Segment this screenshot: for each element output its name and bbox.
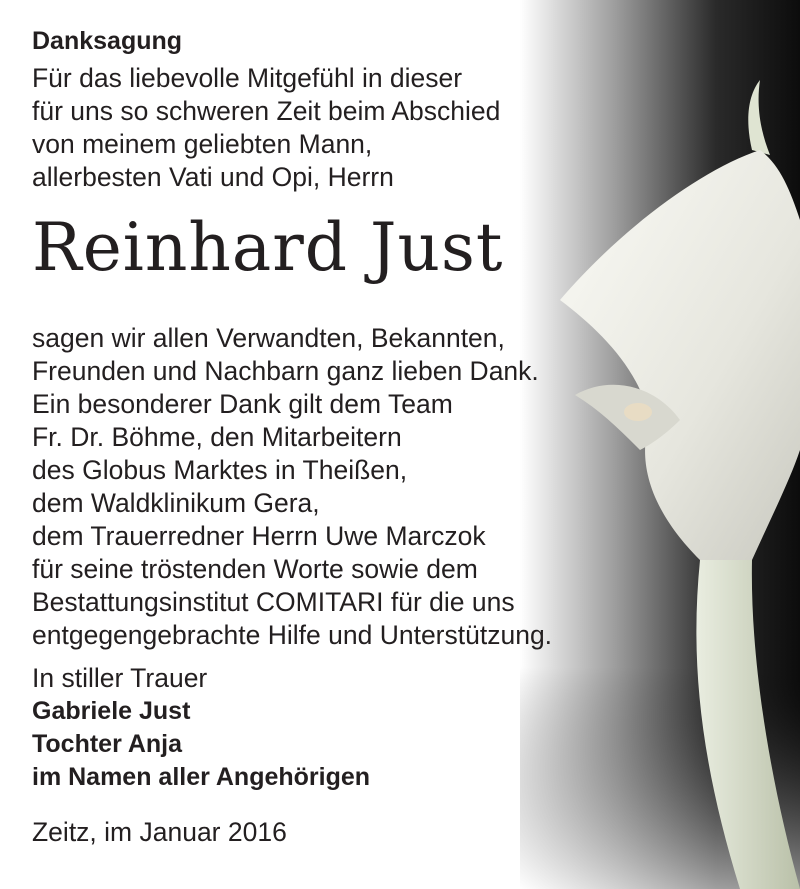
body-line: Ein besonderer Dank gilt dem Team [32, 389, 453, 419]
body-line: Fr. Dr. Böhme, den Mitarbeitern [32, 422, 402, 452]
signatory-name: Gabriele Just [32, 697, 191, 725]
body-line: Bestattungsinstitut COMITARI für die uns [32, 587, 515, 617]
intro-line: Für das liebevolle Mitgefühl in dieser [32, 63, 463, 93]
body-line: dem Waldklinikum Gera, [32, 488, 320, 518]
signatory-name: im Namen aller Angehörigen [32, 763, 371, 791]
notice-text [32, 24, 592, 849]
signatory-name: Tochter Anja [32, 730, 183, 758]
closing-line: In stiller Trauer [32, 663, 208, 693]
body-text [32, 322, 592, 652]
body-line: dem Trauerredner Herrn Uwe Marczok [32, 521, 486, 551]
deceased-name: Reinhard Just [32, 209, 504, 286]
body-line: Freunden und Nachbarn ganz lieben Dank. [32, 356, 539, 386]
body-line: sagen wir allen Verwandten, Bekannten, [32, 323, 505, 353]
body-line: entgegengebrachte Hilfe und Unterstützung. [32, 620, 553, 650]
intro-line: allerbesten Vati und Opi, Herrn [32, 162, 394, 192]
flower-spadix [624, 403, 652, 421]
intro-text [32, 62, 592, 194]
notice-heading: Danksagung [32, 27, 183, 55]
intro-line: von meinem geliebten Mann, [32, 129, 373, 159]
body-line: für seine tröstenden Worte sowie dem [32, 554, 478, 584]
body-line: des Globus Marktes in Theißen, [32, 455, 408, 485]
place-date: Zeitz, im Januar 2016 [32, 817, 287, 847]
intro-line: für uns so schweren Zeit beim Abschied [32, 96, 501, 126]
